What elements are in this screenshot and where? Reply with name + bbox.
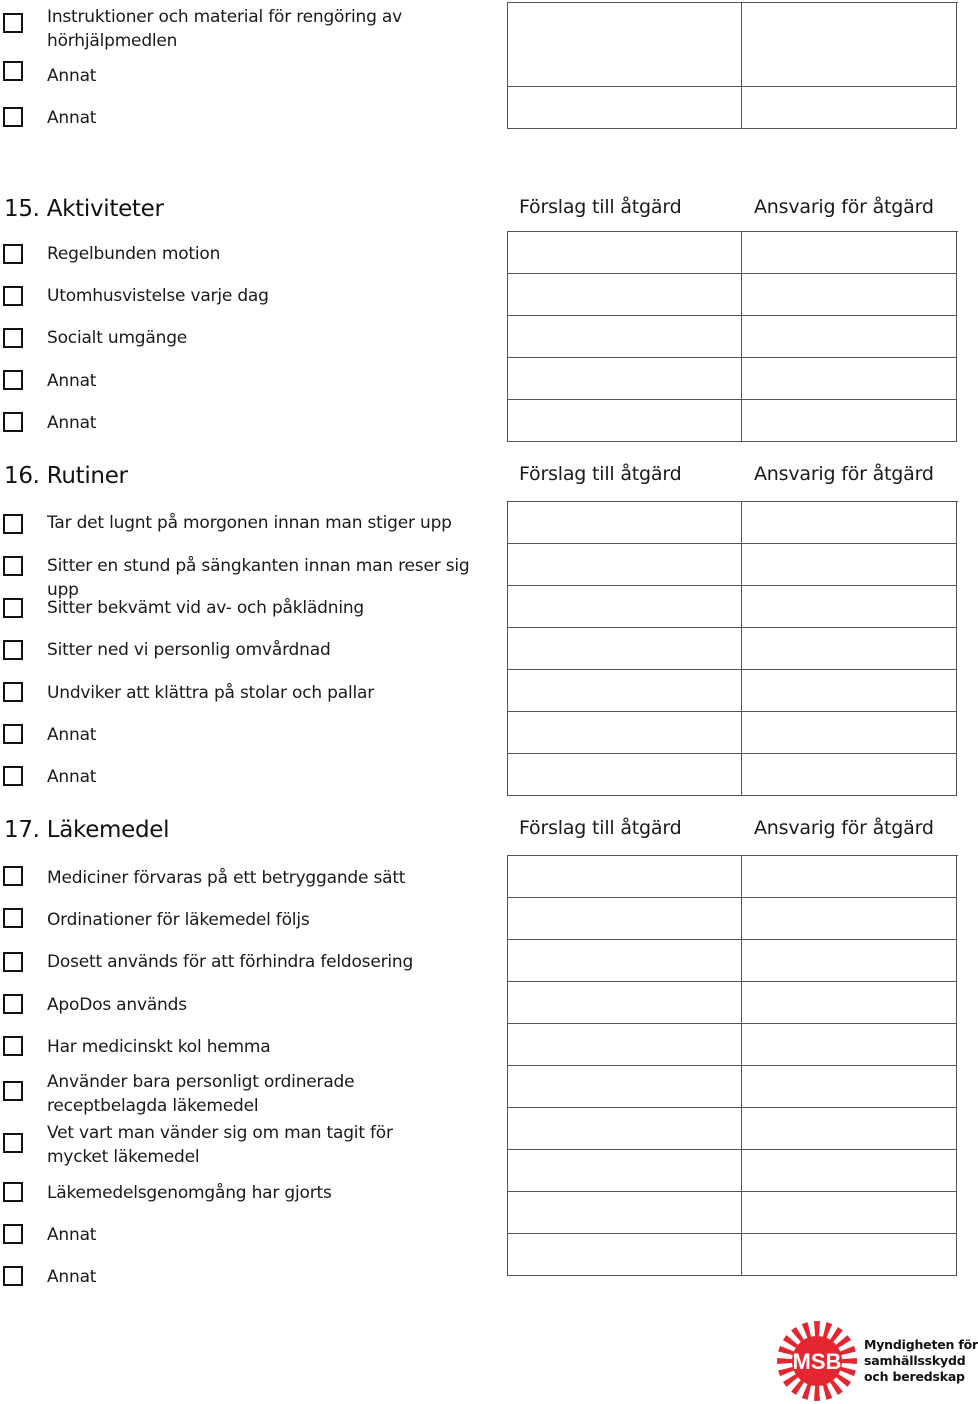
responsible-cell[interactable] xyxy=(742,87,957,129)
grid-row xyxy=(508,628,958,670)
checkbox[interactable] xyxy=(3,1081,23,1101)
proposal-cell[interactable] xyxy=(508,232,742,274)
grid-row xyxy=(508,1024,958,1066)
grid-row xyxy=(508,1150,958,1192)
grid-row xyxy=(508,670,958,712)
checkbox-label: Sitter bekvämt vid av- och påklädning xyxy=(47,598,365,618)
proposal-cell[interactable] xyxy=(508,316,742,358)
checkbox-label: Annat xyxy=(47,413,97,433)
action-grid xyxy=(507,501,958,796)
grid-row xyxy=(508,316,958,358)
proposal-cell[interactable] xyxy=(508,586,742,628)
checkbox-label: Dosett används för att förhindra feldosering xyxy=(47,952,414,972)
action-grid xyxy=(507,2,958,129)
grid-row xyxy=(508,274,958,316)
proposal-cell[interactable] xyxy=(508,628,742,670)
logo-wordmark xyxy=(864,1337,978,1385)
checkbox[interactable] xyxy=(3,1266,23,1286)
checkbox-label: ApoDos används xyxy=(47,995,187,1015)
responsible-cell[interactable] xyxy=(742,1024,957,1066)
responsible-cell[interactable] xyxy=(742,982,957,1024)
responsible-cell[interactable] xyxy=(742,670,957,712)
responsible-cell[interactable] xyxy=(742,232,957,274)
responsible-cell[interactable] xyxy=(742,45,957,87)
proposal-cell[interactable] xyxy=(508,1066,742,1108)
proposal-cell[interactable] xyxy=(508,940,742,982)
grid-row xyxy=(508,1192,958,1234)
checkbox[interactable] xyxy=(3,61,23,81)
proposal-cell[interactable] xyxy=(508,1024,742,1066)
checkbox[interactable] xyxy=(3,952,23,972)
grid-row xyxy=(508,586,958,628)
checkbox[interactable] xyxy=(3,598,23,618)
checkbox-label: Annat xyxy=(47,767,97,787)
proposal-cell[interactable] xyxy=(508,358,742,400)
responsible-cell[interactable] xyxy=(742,544,957,586)
proposal-cell[interactable] xyxy=(508,1108,742,1150)
checkbox-label: Vet vart man vänder sig om man tagit för mycket läkemedel xyxy=(47,1123,393,1167)
responsible-cell[interactable] xyxy=(742,358,957,400)
checkbox[interactable] xyxy=(3,640,23,660)
grid-row xyxy=(508,544,958,586)
checkbox[interactable] xyxy=(3,328,23,348)
checkbox-label: Regelbunden motion xyxy=(47,244,221,264)
logo-line: Myndigheten för xyxy=(864,1337,978,1352)
section-title: 15. Aktiviteter xyxy=(4,196,164,222)
checkbox-label: Annat xyxy=(47,1225,97,1245)
responsible-cell[interactable] xyxy=(742,856,957,898)
checkbox-label: Sitter en stund på sängkanten innan man reser sig upp xyxy=(47,556,470,600)
checkbox-label: Annat xyxy=(47,725,97,745)
checkbox[interactable] xyxy=(3,1182,23,1202)
checkbox[interactable] xyxy=(3,682,23,702)
grid-row xyxy=(508,1066,958,1108)
responsible-cell[interactable] xyxy=(742,1066,957,1108)
logo-mark-text: MSB xyxy=(792,1349,842,1374)
responsible-cell[interactable] xyxy=(742,1192,957,1234)
checkbox[interactable] xyxy=(3,514,23,534)
grid-row xyxy=(508,940,958,982)
grid-row xyxy=(508,358,958,400)
checkbox-label: Ordinationer för läkemedel följs xyxy=(47,910,310,930)
grid-row xyxy=(508,754,958,796)
grid-row xyxy=(508,712,958,754)
checkbox[interactable] xyxy=(3,370,23,390)
checkbox[interactable] xyxy=(3,13,23,33)
proposal-cell[interactable] xyxy=(508,856,742,898)
checkbox[interactable] xyxy=(3,994,23,1014)
responsible-cell[interactable] xyxy=(742,400,957,442)
grid-row xyxy=(508,232,958,274)
proposal-cell[interactable] xyxy=(508,712,742,754)
grid-row xyxy=(508,856,958,898)
section-title: 17. Läkemedel xyxy=(4,817,170,843)
checkbox-label: Annat xyxy=(47,66,97,86)
proposal-cell[interactable] xyxy=(508,1192,742,1234)
grid-row xyxy=(508,45,958,87)
proposal-cell[interactable] xyxy=(508,544,742,586)
checkbox-label: Undviker att klättra på stolar och pallar xyxy=(47,683,375,703)
responsible-cell[interactable] xyxy=(742,1150,957,1192)
checkbox-label: Annat xyxy=(47,371,97,391)
grid-row xyxy=(508,1108,958,1150)
grid-row xyxy=(508,3,958,45)
responsible-cell[interactable] xyxy=(742,274,957,316)
checkbox-label: Sitter ned vi personlig omvårdnad xyxy=(47,640,331,660)
responsible-cell[interactable] xyxy=(742,586,957,628)
checkbox-label: Socialt umgänge xyxy=(47,328,188,348)
proposal-cell[interactable] xyxy=(508,502,742,544)
responsible-cell[interactable] xyxy=(742,940,957,982)
col-responsible-header: Ansvarig för åtgärd xyxy=(754,196,934,218)
checkbox[interactable] xyxy=(3,1224,23,1244)
logo-line: och beredskap xyxy=(864,1369,965,1384)
proposal-cell[interactable] xyxy=(508,1234,742,1276)
col-proposal-header: Förslag till åtgärd xyxy=(519,817,682,839)
grid-row xyxy=(508,87,958,129)
proposal-cell[interactable] xyxy=(508,274,742,316)
checkbox[interactable] xyxy=(3,724,23,744)
action-grid xyxy=(507,855,958,1276)
checkbox-label: Annat xyxy=(47,108,97,128)
proposal-cell[interactable] xyxy=(508,670,742,712)
checkbox[interactable] xyxy=(3,412,23,432)
grid-row xyxy=(508,982,958,1024)
responsible-cell[interactable] xyxy=(742,1234,957,1276)
responsible-cell[interactable] xyxy=(742,628,957,670)
proposal-cell[interactable] xyxy=(508,898,742,940)
checkbox-label: Annat xyxy=(47,1267,97,1287)
checkbox[interactable] xyxy=(3,866,23,886)
proposal-cell[interactable] xyxy=(508,45,742,87)
grid-row xyxy=(508,1234,958,1276)
checkbox-label: Har medicinskt kol hemma xyxy=(47,1037,271,1057)
checkbox[interactable] xyxy=(3,107,23,127)
proposal-cell[interactable] xyxy=(508,754,742,796)
col-proposal-header: Förslag till åtgärd xyxy=(519,196,682,218)
proposal-cell[interactable] xyxy=(508,400,742,442)
responsible-cell[interactable] xyxy=(742,898,957,940)
checkbox[interactable] xyxy=(3,766,23,786)
proposal-cell[interactable] xyxy=(508,1150,742,1192)
responsible-cell[interactable] xyxy=(742,1108,957,1150)
col-proposal-header: Förslag till åtgärd xyxy=(519,463,682,485)
checkbox[interactable] xyxy=(3,286,23,306)
grid-row xyxy=(508,898,958,940)
action-grid xyxy=(507,231,958,442)
checkbox-label: Tar det lugnt på morgonen innan man stiger upp xyxy=(47,513,452,533)
checkbox-label: Använder bara personligt ordinerade receptbelagda läkemedel xyxy=(47,1072,355,1116)
msb-logo-icon xyxy=(776,1320,858,1402)
responsible-cell[interactable] xyxy=(742,754,957,796)
section-title: 16. Rutiner xyxy=(4,463,128,489)
checkbox[interactable] xyxy=(3,556,23,576)
checkbox-label: Mediciner förvaras på ett betryggande sätt xyxy=(47,868,406,888)
col-responsible-header: Ansvarig för åtgärd xyxy=(754,463,934,485)
responsible-cell[interactable] xyxy=(742,316,957,358)
responsible-cell[interactable] xyxy=(742,712,957,754)
proposal-cell[interactable] xyxy=(508,982,742,1024)
checkbox-label: Utomhusvistelse varje dag xyxy=(47,286,269,306)
checkbox[interactable] xyxy=(3,1036,23,1056)
grid-row xyxy=(508,400,958,442)
logo-line: samhällsskydd xyxy=(864,1353,966,1368)
proposal-cell[interactable] xyxy=(508,87,742,129)
col-responsible-header: Ansvarig för åtgärd xyxy=(754,817,934,839)
responsible-cell[interactable] xyxy=(742,502,957,544)
checkbox-label: Läkemedelsgenomgång har gjorts xyxy=(47,1183,332,1203)
checkbox-label: Instruktioner och material för rengöring av hörhjälpmedlen xyxy=(47,7,402,51)
grid-row xyxy=(508,502,958,544)
checkbox[interactable] xyxy=(3,1133,23,1153)
checkbox[interactable] xyxy=(3,244,23,264)
checkbox[interactable] xyxy=(3,908,23,928)
